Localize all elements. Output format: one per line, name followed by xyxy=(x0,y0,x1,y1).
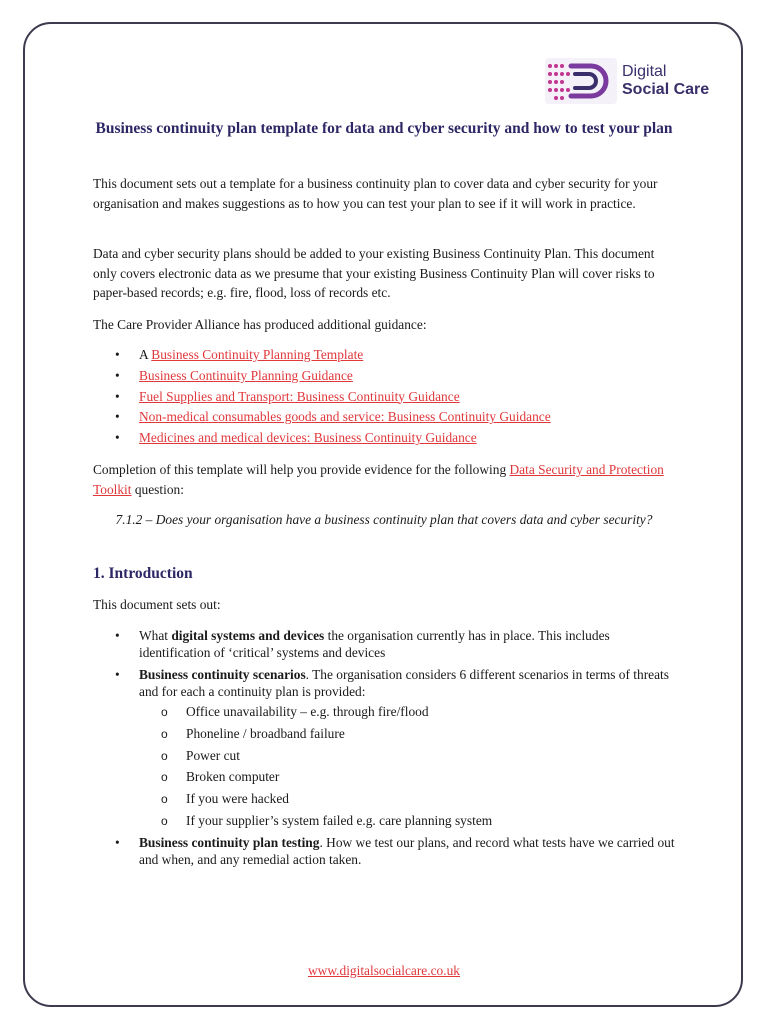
section-lead: This document sets out: xyxy=(93,597,221,612)
footer xyxy=(0,963,768,979)
completion-text-end: question: xyxy=(131,481,184,497)
scenario-item xyxy=(93,768,492,790)
logo-text-social-care: Social Care xyxy=(622,81,710,98)
list-item-text xyxy=(139,834,678,868)
link-fuel-supplies-guidance[interactable]: Fuel Supplies and Transport: Business Continuity Guidance xyxy=(139,388,460,404)
bold-text: Business continuity scenarios xyxy=(139,667,306,682)
scenario-item xyxy=(93,703,492,725)
sub-bullet-icon: o xyxy=(161,726,168,741)
completion-text: Completion of this template will help you provide evidence for the following xyxy=(93,462,510,477)
scenario-item xyxy=(93,812,492,834)
toolkit-question: 7.1.2 – Does your organisation have a business continuity plan that covers data and cyber security? xyxy=(115,512,653,527)
sub-bullet-icon: o xyxy=(161,770,168,785)
list-item xyxy=(93,366,551,387)
scenario-label: Broken computer xyxy=(186,769,280,785)
list-item xyxy=(93,407,551,428)
sub-bullet-icon: o xyxy=(161,813,168,828)
scenario-item xyxy=(93,790,492,812)
document-title: Business continuity plan template for data and cyber security and how to test your plan xyxy=(95,120,673,137)
footer-website-link[interactable]: www.digitalsocialcare.co.uk xyxy=(308,963,460,978)
scenario-label: Power cut xyxy=(186,747,240,763)
list-item xyxy=(93,834,678,868)
section-heading-introduction: 1. Introduction xyxy=(93,565,193,582)
bullet-icon: • xyxy=(115,430,120,446)
bullet-icon: • xyxy=(115,628,120,643)
logo-text-digital: Digital xyxy=(622,63,667,80)
digital-social-care-logo xyxy=(545,58,715,104)
bold-text: digital systems and devices xyxy=(171,628,325,643)
scenario-label: Office unavailability – e.g. through fire/flood xyxy=(186,704,429,719)
guidance-link-list xyxy=(93,345,551,449)
sub-bullet-icon: o xyxy=(161,792,168,807)
guidance-intro: The Care Provider Alliance has produced additional guidance: xyxy=(93,317,427,332)
sub-bullet-icon: o xyxy=(161,748,168,763)
list-item xyxy=(93,387,551,408)
scenario-label: Phoneline / broadband failure xyxy=(186,725,345,741)
scenario-item xyxy=(93,747,492,769)
list-item xyxy=(93,666,678,700)
text-run: . How we test our plans, and record what tests have we carried out and when, and any remedial action taken. xyxy=(139,835,675,867)
list-item-text xyxy=(139,627,678,661)
scope-paragraph: Data and cyber security plans should be added to your existing Business Continuity Plan. This document only covers electronic data as we presume that your existing Business Continuity Plan will cover risks to paper-based records; e.g. fire, flood, loss of records etc. xyxy=(93,246,655,300)
sub-bullet-icon: o xyxy=(161,705,168,719)
scenario-label: If you were hacked xyxy=(186,791,289,807)
bullet-icon: • xyxy=(115,347,120,362)
text-run: What xyxy=(139,628,172,643)
scenario-label: If your supplier’s system failed e.g. care planning system xyxy=(186,812,493,828)
list-item xyxy=(93,345,551,366)
link-bc-planning-guidance[interactable]: Business Continuity Planning Guidance xyxy=(139,367,353,383)
list-item-text xyxy=(139,666,678,700)
bold-text: Business continuity plan testing xyxy=(139,835,320,850)
text-run: . The organisation considers 6 different scenarios in terms of threats and for each a continuity plan is provided: xyxy=(139,667,669,699)
bullet-icon: • xyxy=(115,388,120,404)
link-bc-planning-template[interactable]: Business Continuity Planning Template xyxy=(151,347,364,362)
link-non-medical-consumables-guidance[interactable]: Non-medical consumables goods and service: Business Continuity Guidance xyxy=(139,409,551,425)
text-run: the organisation currently has in place. This includes identification of ‘critical’ systems and devices xyxy=(139,628,610,660)
logo-mark-icon xyxy=(545,58,617,104)
completion-paragraph xyxy=(93,460,675,499)
bullet-icon: • xyxy=(115,835,120,850)
bullet-icon: • xyxy=(115,667,120,682)
scenario-list xyxy=(93,703,492,834)
link-medicines-devices-guidance[interactable]: Medicines and medical devices: Business Continuity Guidance xyxy=(139,430,477,446)
list-prefix: A xyxy=(139,347,152,362)
list-item xyxy=(93,627,678,661)
bullet-icon: • xyxy=(115,367,120,383)
link-dspt[interactable]: Data Security and Protection Toolkit xyxy=(93,462,664,497)
scenario-item xyxy=(93,725,492,747)
intro-paragraph: This document sets out a template for a business continuity plan to cover data and cyber security for your organisation and makes suggestions as to how you can test your plan to see if it will work in practice. xyxy=(93,176,658,211)
list-item xyxy=(93,428,551,449)
bullet-icon: • xyxy=(115,409,120,425)
